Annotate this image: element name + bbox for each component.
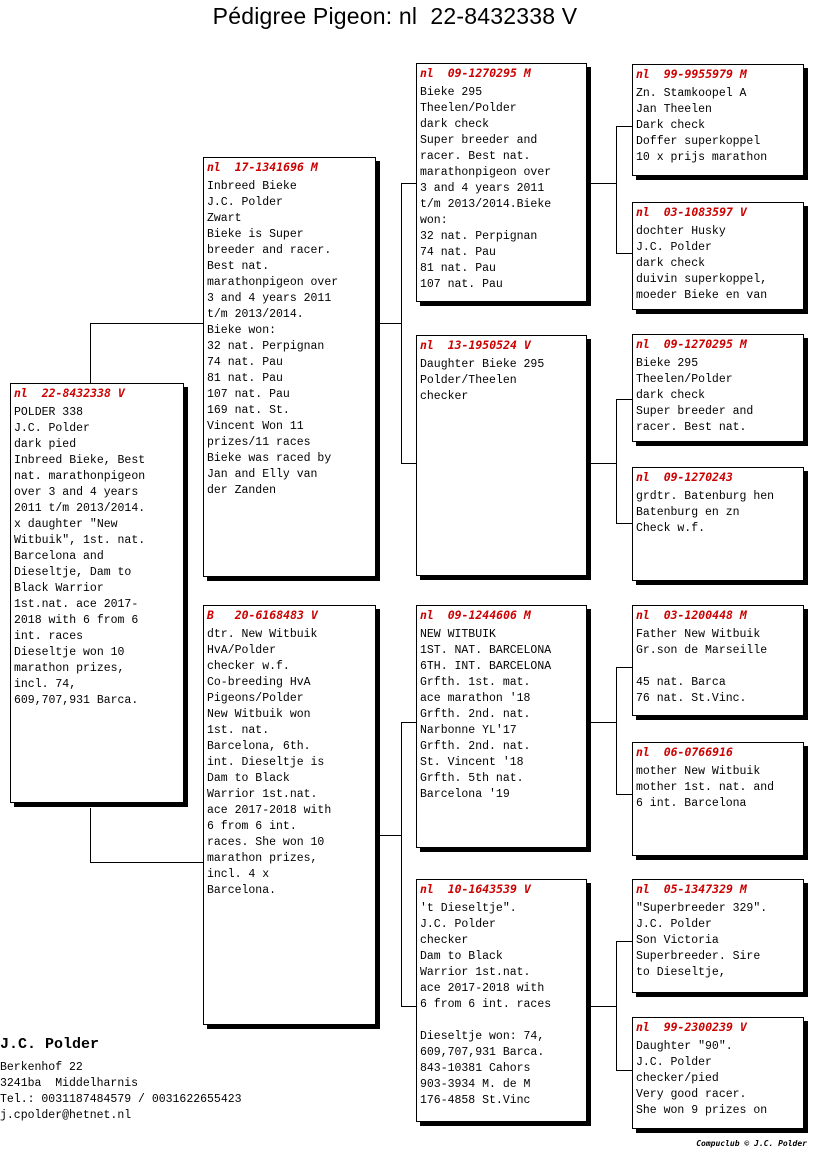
pigeon-note-line: Super breeder and [636, 405, 754, 418]
pigeon-notes [636, 356, 800, 436]
connector-line [90, 808, 91, 863]
pigeon-note-line: Grfth. 2nd. nat. [420, 740, 531, 753]
pigeon-note-line: Bieke 295 [420, 86, 483, 99]
pigeon-note-line: 76 nat. St.Vinc. [636, 692, 747, 705]
pigeon-notes [636, 224, 800, 304]
connector-line [616, 1070, 632, 1071]
pigeon-note-line: int. races [14, 630, 84, 643]
pigeon-note-line: Barcelona and [14, 550, 104, 563]
pigeon-note-line: incl. 74, [14, 678, 77, 691]
pigeon-note-line: marathon prizes, [207, 852, 318, 865]
pigeon-note-line: Bieke is Super [207, 228, 304, 241]
pigeon-note-line: Dam to Black [420, 950, 503, 963]
pigeon-note-line: 45 nat. Barca [636, 676, 726, 689]
connector-line [587, 183, 616, 184]
pigeon-note-line: 81 nat. Pau [420, 262, 496, 275]
pigeon-note-line: She won 9 prizes on [636, 1104, 768, 1117]
pigeon-note-line: Dieseltje won 10 [14, 646, 125, 659]
pigeon-note-line: grdtr. Batenburg hen [636, 490, 775, 503]
ring-number: nl 09-1270243 [636, 470, 733, 484]
pigeon-note-line: Jan and Elly van [207, 468, 318, 481]
pigeon-note-line: Barcelona, 6th. [207, 740, 311, 753]
pigeon-note-line: checker w.f. [207, 660, 290, 673]
pigeon-note-line: Barcelona '19 [420, 788, 510, 801]
connector-line [616, 399, 632, 400]
pigeon-notes [207, 627, 372, 899]
pigeon-note-line: mother 1st. nat. and [636, 781, 775, 794]
ring-number: B 20-6168483 V [207, 608, 318, 622]
pigeon-card-ds-dam [632, 742, 804, 856]
pigeon-note-line: Grfth. 1st. mat. [420, 676, 531, 689]
pigeon-note-line: Dam to Black [207, 772, 290, 785]
pigeon-note-line: Bieke won: [207, 324, 277, 337]
pigeon-note-line: mother New Witbuik [636, 765, 761, 778]
pigeon-note-line: Warrior 1st.nat. [207, 788, 318, 801]
pigeon-note-line: dark check [636, 389, 706, 402]
pigeon-note-line: Bieke 295 [636, 357, 699, 370]
pigeon-note-line: Narbonne YL'17 [420, 724, 517, 737]
pigeon-note-line: moeder Bieke en van [636, 289, 768, 302]
pigeon-note-line: incl. 4 x [207, 868, 270, 881]
pigeon-card-sd-dam [632, 467, 804, 581]
owner-name: J.C. Polder [0, 1036, 100, 1053]
pigeon-card-dd-sire [632, 879, 804, 993]
pigeon-note-line: Barcelona. [207, 884, 277, 897]
pigeon-note-line: dark check [636, 257, 706, 270]
pigeon-note-line: Very good racer. [636, 1088, 747, 1101]
pigeon-note-line: Batenburg en zn [636, 506, 740, 519]
connector-line [587, 1006, 616, 1007]
pigeon-note-line: 't Dieseltje". [420, 902, 517, 915]
connector-line [616, 941, 617, 1071]
pigeon-note-line: ace 2017-2018 with [207, 804, 332, 817]
pigeon-note-line: POLDER 338 [14, 406, 84, 419]
ring-number: nl 09-1270295 M [420, 66, 531, 80]
pigeon-note-line: 1st. nat. [207, 724, 270, 737]
pigeon-note-line: J.C. Polder [636, 1056, 712, 1069]
ring-number: nl 17-1341696 M [207, 160, 318, 174]
connector-line [90, 323, 204, 324]
footer-credit: Compuclub © J.C. Polder [696, 1139, 807, 1148]
pigeon-note-line: checker [420, 390, 469, 403]
owner-email: j.cpolder@hetnet.nl [0, 1109, 132, 1122]
pigeon-note-line: 32 nat. Perpignan [420, 230, 538, 243]
connector-line [401, 722, 417, 723]
pigeon-note-line: t/m 2013/2014. [207, 308, 304, 321]
ring-number: nl 03-1200448 M [636, 608, 747, 622]
pigeon-note-line: 2018 with 6 from 6 [14, 614, 139, 627]
ring-number: nl 99-2300239 V [636, 1020, 747, 1034]
pigeon-note-line: Daughter Bieke 295 [420, 358, 545, 371]
pigeon-notes [420, 627, 583, 803]
pigeon-note-line: Inbreed Bieke [207, 180, 297, 193]
pigeon-note-line: dtr. New Witbuik [207, 628, 318, 641]
pigeon-note-line: t/m 2013/2014.Bieke [420, 198, 552, 211]
ring-number: nl 10-1643539 V [420, 882, 531, 896]
pigeon-note-line: 1st.nat. ace 2017- [14, 598, 139, 611]
pigeon-note-line: Jan Theelen [636, 103, 712, 116]
pigeon-note-line: Zn. Stamkoopel A [636, 87, 747, 100]
pigeon-note-line: 6 int. Barcelona [636, 797, 747, 810]
pigeon-card-sd-sire [632, 334, 804, 442]
pigeon-notes [636, 901, 800, 981]
pigeon-note-line: 32 nat. Perpignan [207, 340, 325, 353]
owner-info [0, 1035, 242, 1124]
pigeon-note-line: races. She won 10 [207, 836, 325, 849]
pigeon-note-line: 10 x prijs marathon [636, 151, 768, 164]
connector-line [401, 722, 402, 1007]
pigeon-note-line: Theelen/Polder [636, 373, 733, 386]
pigeon-note-line: Co-breeding HvA [207, 676, 311, 689]
pigeon-note-line: Super breeder and [420, 134, 538, 147]
page-title: Pédigree Pigeon: nl 22-8432338 V [212, 3, 578, 29]
pigeon-note-line: Doffer superkoppel [636, 135, 761, 148]
pigeon-note-line: Vincent Won 11 [207, 420, 304, 433]
pigeon-note-line: Pigeons/Polder [207, 692, 304, 705]
connector-line [401, 183, 417, 184]
pigeon-note-line: marathon prizes, [14, 662, 125, 675]
pigeon-note-line: 903-3934 M. de M [420, 1078, 531, 1091]
pigeon-note-line: St. Vincent '18 [420, 756, 524, 769]
connector-line [616, 667, 617, 795]
pigeon-note-line: 609,707,931 Barca. [420, 1046, 545, 1059]
pigeon-note-line: 2011 t/m 2013/2014. [14, 502, 146, 515]
pigeon-note-line: Grfth. 2nd. nat. [420, 708, 531, 721]
pigeon-note-line: Theelen/Polder [420, 102, 517, 115]
pigeon-card-sire-dam [416, 335, 587, 576]
pigeon-note-line: Black Warrior [14, 582, 104, 595]
pigeon-note-line: breeder and racer. [207, 244, 332, 257]
owner-address: Berkenhof 22 [0, 1061, 83, 1074]
pigeon-note-line: marathonpigeon over [420, 166, 552, 179]
pigeon-notes [636, 489, 800, 537]
pigeon-notes [420, 901, 583, 1109]
pigeon-note-line: J.C. Polder [14, 422, 90, 435]
pigeon-card-dam-dam [416, 879, 587, 1122]
pigeon-note-line: Polder/Theelen [420, 374, 517, 387]
pigeon-note-line: prizes/11 races [207, 436, 311, 449]
pigeon-note-line: Witbuik", 1st. nat. [14, 534, 146, 547]
pigeon-note-line: 169 nat. St. [207, 404, 290, 417]
pigeon-note-line: 81 nat. Pau [207, 372, 283, 385]
connector-line [376, 323, 401, 324]
pigeon-note-line: to Dieseltje, [636, 966, 726, 979]
connector-line [587, 463, 616, 464]
pigeon-note-line: 6 from 6 int. [207, 820, 297, 833]
connector-line [616, 253, 632, 254]
connector-line [616, 794, 632, 795]
pigeon-note-line: 3 and 4 years 2011 [420, 182, 545, 195]
connector-line [376, 835, 401, 836]
pigeon-note-line: J.C. Polder [207, 196, 283, 209]
pigeon-note-line: Best nat. [207, 260, 270, 273]
pigeon-notes [420, 85, 583, 293]
pigeon-note-line: 609,707,931 Barca. [14, 694, 139, 707]
pigeon-note-line: checker [420, 934, 469, 947]
pigeon-card-dd-dam [632, 1017, 804, 1129]
pigeon-note-line: Check w.f. [636, 522, 706, 535]
pigeon-note-line: checker/pied [636, 1072, 719, 1085]
pigeon-note-line: Dieseltje won: 74, [420, 1030, 545, 1043]
pigeon-note-line: marathonpigeon over [207, 276, 339, 289]
owner-city: 3241ba Middelharnis [0, 1077, 139, 1090]
connector-line [401, 183, 402, 464]
owner-phone: Tel.: 0031187484579 / 0031622655423 [0, 1093, 242, 1106]
pigeon-card-ss-sire [632, 64, 804, 176]
ring-number: nl 13-1950524 V [420, 338, 531, 352]
pigeon-note-line: won: [420, 214, 448, 227]
connector-line [616, 126, 632, 127]
connector-line [616, 523, 632, 524]
pigeon-note-line: 3 and 4 years 2011 [207, 292, 332, 305]
ring-number: nl 22-8432338 V [14, 386, 125, 400]
connector-line [616, 399, 617, 524]
connector-line [90, 862, 204, 863]
pigeon-notes [207, 179, 372, 499]
connector-line [401, 463, 417, 464]
pigeon-notes [14, 405, 180, 709]
pigeon-note-line: Father New Witbuik [636, 628, 761, 641]
pigeon-card-ds-sire [632, 605, 804, 716]
connector-line [587, 722, 616, 723]
pigeon-note-line: Inbreed Bieke, Best [14, 454, 146, 467]
pigeon-card-sire [203, 157, 376, 577]
pigeon-note-line: racer. Best nat. [420, 150, 531, 163]
pigeon-card-dam-sire [416, 605, 587, 848]
ring-number: nl 99-9955979 M [636, 67, 747, 81]
ring-number: nl 09-1270295 M [636, 337, 747, 351]
pigeon-note-line: Dark check [636, 119, 706, 132]
pigeon-note-line: racer. Best nat. [636, 421, 747, 434]
connector-line [616, 941, 632, 942]
pigeon-note-line: x daughter "New [14, 518, 118, 531]
pigeon-note-line: over 3 and 4 years [14, 486, 139, 499]
pigeon-note-line: 6 from 6 int. races [420, 998, 552, 1011]
pigeon-note-line: HvA/Polder [207, 644, 277, 657]
pigeon-note-line: 1ST. NAT. BARCELONA [420, 644, 552, 657]
pigeon-note-line: 6TH. INT. BARCELONA [420, 660, 552, 673]
connector-line [616, 126, 617, 254]
pigeon-note-line: Warrior 1st.nat. [420, 966, 531, 979]
pigeon-note-line: Superbreeder. Sire [636, 950, 761, 963]
pigeon-note-line: 74 nat. Pau [207, 356, 283, 369]
pigeon-note-line: ace 2017-2018 with [420, 982, 545, 995]
pigeon-note-line [636, 659, 800, 675]
pigeon-notes [420, 357, 583, 405]
connector-line [616, 667, 632, 668]
pigeon-note-line: 176-4858 St.Vinc [420, 1094, 531, 1107]
pigeon-note-line: der Zanden [207, 484, 277, 497]
pigeon-notes [636, 764, 800, 812]
ring-number: nl 06-0766916 [636, 745, 733, 759]
pigeon-note-line: nat. marathonpigeon [14, 470, 146, 483]
pigeon-note-line: Gr.son de Marseille [636, 644, 768, 657]
pigeon-note-line: Bieke was raced by [207, 452, 332, 465]
pigeon-note-line: Zwart [207, 212, 242, 225]
pigeon-note-line: dochter Husky [636, 225, 726, 238]
pigeon-note-line: 74 nat. Pau [420, 246, 496, 259]
pigeon-note-line: Son Victoria [636, 934, 719, 947]
pigeon-card-ss-dam [632, 202, 804, 310]
pigeon-note-line: NEW WITBUIK [420, 628, 496, 641]
pigeon-card-subject [10, 383, 184, 803]
ring-number: nl 09-1244606 M [420, 608, 531, 622]
pigeon-note-line: dark check [420, 118, 490, 131]
pigeon-notes [636, 1039, 800, 1119]
connector-line [401, 1006, 417, 1007]
pigeon-note-line [420, 1013, 583, 1029]
pigeon-note-line: 107 nat. Pau [207, 388, 290, 401]
pigeon-card-dam [203, 605, 376, 1025]
pigeon-note-line: Grfth. 5th nat. [420, 772, 524, 785]
pigeon-card-sire-sire [416, 63, 587, 302]
pigeon-note-line: "Superbreeder 329". [636, 902, 768, 915]
ring-number: nl 03-1083597 V [636, 205, 747, 219]
pigeon-note-line: J.C. Polder [420, 918, 496, 931]
pigeon-note-line: duivin superkoppel, [636, 273, 768, 286]
pigeon-note-line: New Witbuik won [207, 708, 311, 721]
pigeon-note-line: Dieseltje, Dam to [14, 566, 132, 579]
pigeon-note-line: dark pied [14, 438, 77, 451]
connector-line [90, 323, 91, 384]
pigeon-note-line: int. Dieseltje is [207, 756, 325, 769]
pigeon-notes [636, 86, 800, 166]
pigeon-note-line: 107 nat. Pau [420, 278, 503, 291]
pigeon-note-line: ace marathon '18 [420, 692, 531, 705]
pigeon-note-line: 843-10381 Cahors [420, 1062, 531, 1075]
pigeon-note-line: J.C. Polder [636, 918, 712, 931]
pigeon-note-line: Daughter "90". [636, 1040, 733, 1053]
pigeon-notes [636, 627, 800, 707]
ring-number: nl 05-1347329 M [636, 882, 747, 896]
pigeon-note-line: J.C. Polder [636, 241, 712, 254]
